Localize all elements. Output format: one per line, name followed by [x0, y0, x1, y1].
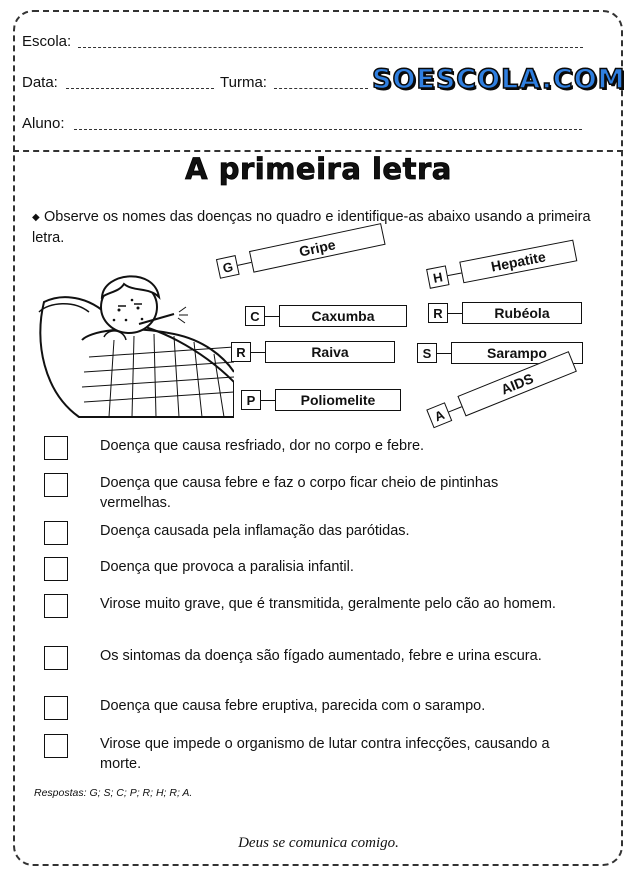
sick-child-illustration — [34, 262, 234, 422]
tag-letter: R — [428, 303, 448, 323]
tag-name: Raiva — [265, 341, 395, 363]
tag-rubeola — [428, 302, 582, 324]
answer-box[interactable] — [44, 473, 68, 497]
question-text: Virose muito grave, que é transmitida, geralmente pelo cão ao homem. — [100, 596, 556, 612]
tag-name: Sarampo — [451, 342, 583, 364]
tag-letter: G — [216, 255, 240, 279]
class-label: Turma: — [220, 74, 267, 91]
date-label: Data: — [22, 74, 58, 91]
tag-caxumba — [245, 305, 407, 327]
answer-box[interactable] — [44, 436, 68, 460]
tag-name: Poliomelite — [275, 389, 401, 411]
tag-letter: R — [231, 342, 251, 362]
question-text: Os sintomas da doença são fígado aumentado, febre e urina escura. — [100, 648, 542, 664]
tag-name: Gripe — [249, 223, 386, 273]
tag-letter: A — [426, 402, 452, 428]
answer-box[interactable] — [44, 696, 68, 720]
date-line[interactable] — [66, 88, 214, 89]
answer-box[interactable] — [44, 557, 68, 581]
answer-box[interactable] — [44, 594, 68, 618]
question-text: Doença que provoca a paralisia infantil. — [100, 559, 354, 575]
student-line[interactable] — [74, 129, 582, 130]
footer-quote: Deus se comunica comigo. — [238, 835, 399, 851]
answer-box[interactable] — [44, 646, 68, 670]
school-label: Escola: — [22, 33, 72, 50]
page-title: A primeira letra — [185, 152, 452, 186]
tag-name: Hepatite — [459, 240, 577, 284]
question-text: Doença que causa febre eruptiva, parecida com o sarampo. — [100, 698, 486, 714]
question-text: Doença causada pela inflamação das parótidas. — [100, 523, 410, 539]
tag-name: AIDS — [457, 351, 577, 416]
question-text: Virose que impede o organismo de lutar contra infecções, causando a morte. — [100, 736, 550, 772]
tag-letter: H — [426, 265, 449, 288]
site-logo: SOESCOLA.COM — [372, 64, 626, 95]
tag-letter: S — [417, 343, 437, 363]
question-text: Doença que causa febre e faz o corpo ficar cheio de pintinhas vermelhas. — [100, 475, 499, 511]
tag-letter: C — [245, 306, 265, 326]
tag-raiva — [231, 341, 395, 363]
student-label: Aluno: — [22, 115, 65, 132]
tag-name: Caxumba — [279, 305, 407, 327]
class-line[interactable] — [274, 88, 368, 89]
tag-letter: P — [241, 390, 261, 410]
answer-key: Respostas: G; S; C; P; R; H; R; A. — [34, 787, 193, 799]
instruction-text: Observe os nomes das doenças no quadro e identifique-as abaixo usando a primeira letra. — [32, 209, 591, 246]
school-line[interactable] — [78, 47, 583, 48]
tag-name: Rubéola — [462, 302, 582, 324]
diamond-bullet-icon: ◆ — [32, 212, 40, 223]
tag-poliomelite — [241, 389, 401, 411]
answer-box[interactable] — [44, 521, 68, 545]
answer-box[interactable] — [44, 734, 68, 758]
question-text: Doença que causa resfriado, dor no corpo e febre. — [100, 438, 425, 454]
